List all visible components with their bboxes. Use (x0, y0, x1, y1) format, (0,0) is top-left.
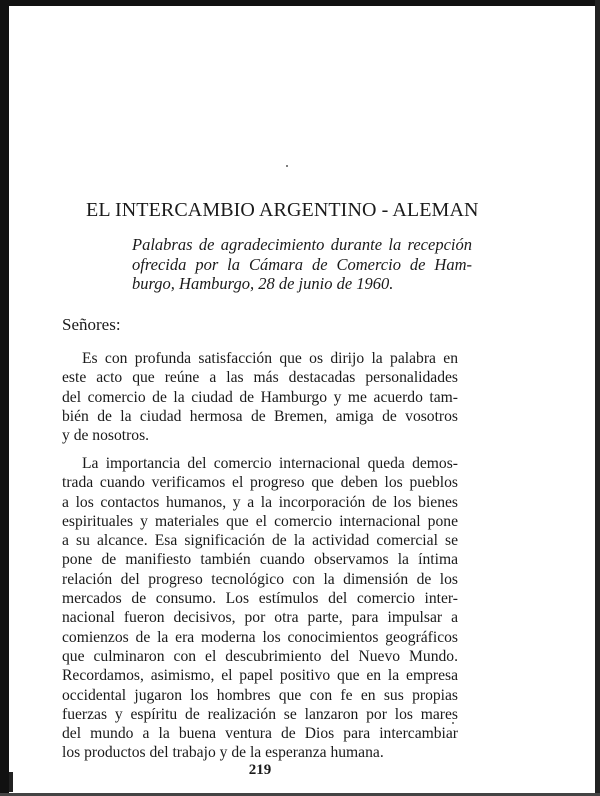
subtitle-line: ofrecida por la Cámara de Comercio de Ham- (132, 254, 472, 274)
paragraph-1 (62, 349, 458, 445)
paragraph-line: occidental jugaron los hombres que con fe en sus propias (62, 686, 458, 704)
paragraph-line: del comercio de la ciudad de Hamburgo y me acuerdo tam- (62, 388, 458, 406)
scan-border-left (0, 0, 9, 796)
paragraph-line: espirituales y materiales que el comercio internacional pone (62, 512, 458, 530)
scan-border-right (595, 0, 600, 796)
paragraph-line: trada cuando verificamos el progreso que deben los pueblos (62, 474, 458, 492)
paragraph-line: fuerzas y espíritu de realización se lanzaron por los mares (62, 705, 458, 723)
paragraph-line: y de nosotros. (62, 427, 150, 445)
subtitle-line: Palabras de agradecimiento durante la recepción (132, 235, 472, 254)
paragraph-line: Recordamos, asimismo, el papel positivo que en la empresa (62, 667, 458, 685)
paragraph-line: que culminaron con el descubrimiento del Nuevo Mundo. (62, 647, 458, 665)
subtitle-line: burgo, Hamburgo, 28 de junio de 1960. (132, 274, 394, 293)
scan-border-top (0, 0, 600, 6)
paragraph-line: pone de manifiesto también cuando observamos la íntima (62, 551, 458, 569)
paragraph-line: bién de la ciudad hermosa de Bremen, amiga de vosotros (62, 407, 458, 425)
paragraph-line: nacional fueron decisivos, por otra parte, para impulsar a (62, 609, 458, 627)
page-number: 219 (248, 762, 272, 778)
paragraph-2 (62, 454, 458, 763)
paragraph-line: Es con profunda satisfacción que os dirijo la palabra en (82, 350, 458, 367)
paragraph-line: relación del progreso tecnológico con la dimensión de los (62, 570, 458, 588)
paragraph-line: a su alcance. Esa significación de la actividad comercial se (62, 532, 458, 550)
paragraph-line: a los contactos humanos, y a la incorporación de los bienes (62, 493, 458, 511)
subtitle (132, 235, 472, 294)
paragraph-line: mercados de consumo. Los estímulos del comercio inter- (62, 590, 458, 608)
paragraph-line: La importancia del comercio internacional queda demos- (82, 455, 458, 472)
salutation: Señores: (62, 315, 121, 334)
paragraph-line: este acto que reúne a las más destacadas personalidades (62, 369, 458, 387)
speck (286, 165, 288, 167)
paragraph-line: del mundo a la buena ventura de Dios para intercambiar (62, 725, 458, 743)
paragraph-line: los productos del trabajo y de la esperanza humana. (62, 744, 384, 762)
paragraph-line: comienzos de la era moderna los conocimientos geográficos (62, 628, 458, 646)
page-title: EL INTERCAMBIO ARGENTINO - ALEMAN (86, 199, 479, 221)
